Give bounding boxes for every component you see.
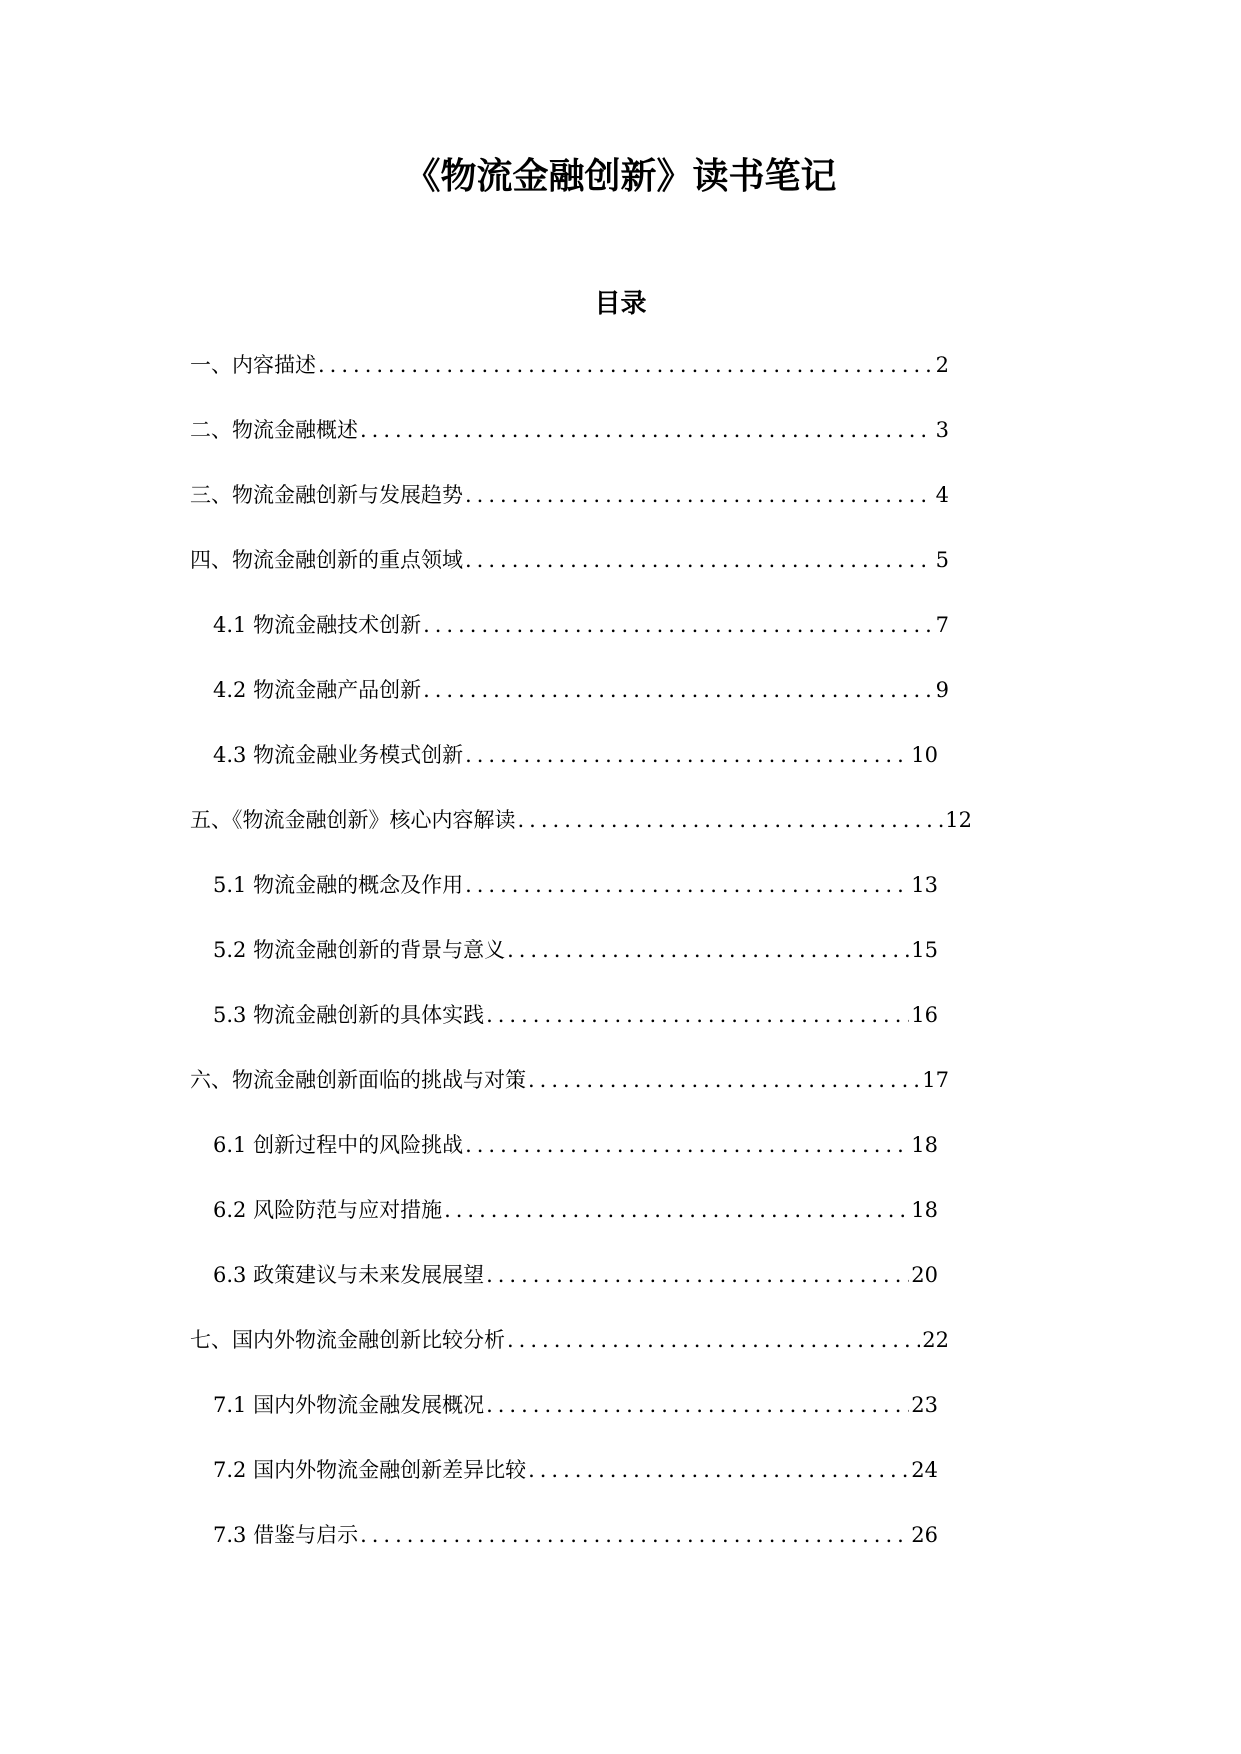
toc-entry-label: 6.1 创新过程中的风险挑战	[213, 1133, 464, 1157]
toc-dot-leader	[360, 418, 934, 442]
toc-dot-leader	[465, 1133, 909, 1157]
toc-page-number: 20	[911, 1263, 938, 1287]
toc-page-number: 26	[911, 1523, 938, 1547]
toc-dot-leader	[518, 808, 944, 832]
toc-page-number: 7	[935, 613, 949, 637]
toc-entry-label: 七、国内外物流金融创新比较分析	[190, 1328, 505, 1352]
toc-page-number: 9	[935, 678, 949, 702]
toc-page-number: 2	[935, 353, 949, 377]
toc-entry[interactable]	[190, 349, 949, 379]
toc-dot-leader	[465, 548, 934, 572]
toc-dot-leader	[318, 353, 934, 377]
toc-entry-label: 四、物流金融创新的重点领域	[190, 548, 463, 572]
toc-page-number: 16	[911, 1003, 938, 1027]
toc-heading: 目录	[594, 289, 647, 319]
toc-dot-leader	[507, 1328, 920, 1352]
toc-entry-label: 7.1 国内外物流金融发展概况	[213, 1393, 485, 1417]
toc-entry[interactable]	[213, 999, 938, 1029]
toc-page-number: 3	[935, 418, 949, 442]
toc-entry[interactable]	[213, 1129, 938, 1159]
toc-page-number: 15	[911, 938, 938, 962]
toc-entry[interactable]	[213, 934, 938, 964]
toc-entry[interactable]	[190, 544, 949, 574]
toc-entry[interactable]	[213, 1389, 938, 1419]
toc-entry-label: 4.1 物流金融技术创新	[213, 613, 422, 637]
toc-entry[interactable]	[190, 479, 949, 509]
toc-page-number: 24	[911, 1458, 938, 1482]
toc-page-number: 18	[911, 1198, 938, 1222]
toc-page-number: 18	[911, 1133, 938, 1157]
document-title: 《物流金融创新》读书笔记	[404, 156, 837, 197]
toc-entry-label: 7.2 国内外物流金融创新差异比较	[213, 1458, 527, 1482]
toc-dot-leader	[486, 1263, 909, 1287]
toc-page-number: 5	[935, 548, 949, 572]
toc-dot-leader	[465, 743, 909, 767]
toc-dot-leader	[423, 678, 934, 702]
toc-entry-label: 二、物流金融概述	[190, 418, 358, 442]
toc-entry[interactable]	[190, 414, 949, 444]
toc-entry-label: 5.3 物流金融创新的具体实践	[213, 1003, 485, 1027]
toc-entry-label: 5.1 物流金融的概念及作用	[213, 873, 464, 897]
toc-entry-label: 六、物流金融创新面临的挑战与对策	[190, 1068, 526, 1092]
toc-page-number: 4	[935, 483, 949, 507]
toc-dot-leader	[486, 1003, 909, 1027]
toc-page-number: 23	[911, 1393, 938, 1417]
toc-entry[interactable]	[213, 1519, 938, 1549]
toc-page-number: 13	[911, 873, 938, 897]
toc-dot-leader	[444, 1198, 909, 1222]
toc-entry[interactable]	[190, 804, 972, 834]
toc-dot-leader	[360, 1523, 909, 1547]
toc-entry-label: 一、内容描述	[190, 353, 316, 377]
toc-dot-leader	[507, 938, 909, 962]
toc-entry-label: 4.3 物流金融业务模式创新	[213, 743, 464, 767]
toc-page-number: 22	[922, 1328, 949, 1352]
toc-entry[interactable]	[213, 1454, 938, 1484]
toc-entry[interactable]	[190, 1324, 949, 1354]
toc-entry-label: 4.2 物流金融产品创新	[213, 678, 422, 702]
toc-entry-label: 7.3 借鉴与启示	[213, 1523, 359, 1547]
toc-entry-label: 三、物流金融创新与发展趋势	[190, 483, 463, 507]
toc-dot-leader	[423, 613, 934, 637]
toc-entry[interactable]	[213, 1259, 938, 1289]
toc-page-number: 10	[911, 743, 938, 767]
toc-entry-label: 6.3 政策建议与未来发展展望	[213, 1263, 485, 1287]
toc-dot-leader	[465, 483, 934, 507]
toc-page-number: 17	[922, 1068, 949, 1092]
toc-dot-leader	[465, 873, 909, 897]
toc-dot-leader	[528, 1068, 920, 1092]
toc-entry[interactable]	[213, 739, 938, 769]
toc-entry[interactable]	[213, 1194, 938, 1224]
toc-entry[interactable]	[213, 609, 949, 639]
toc-entry[interactable]	[213, 674, 949, 704]
toc-entry[interactable]	[213, 869, 938, 899]
toc-page-number: 12	[945, 808, 972, 832]
toc-dot-leader	[528, 1458, 909, 1482]
toc-entry-label: 6.2 风险防范与应对措施	[213, 1198, 443, 1222]
toc-dot-leader	[486, 1393, 909, 1417]
toc-entry[interactable]	[190, 1064, 949, 1094]
toc-entry-label: 五、《物流金融创新》核心内容解读	[190, 808, 516, 832]
toc-entry-label: 5.2 物流金融创新的背景与意义	[213, 938, 506, 962]
